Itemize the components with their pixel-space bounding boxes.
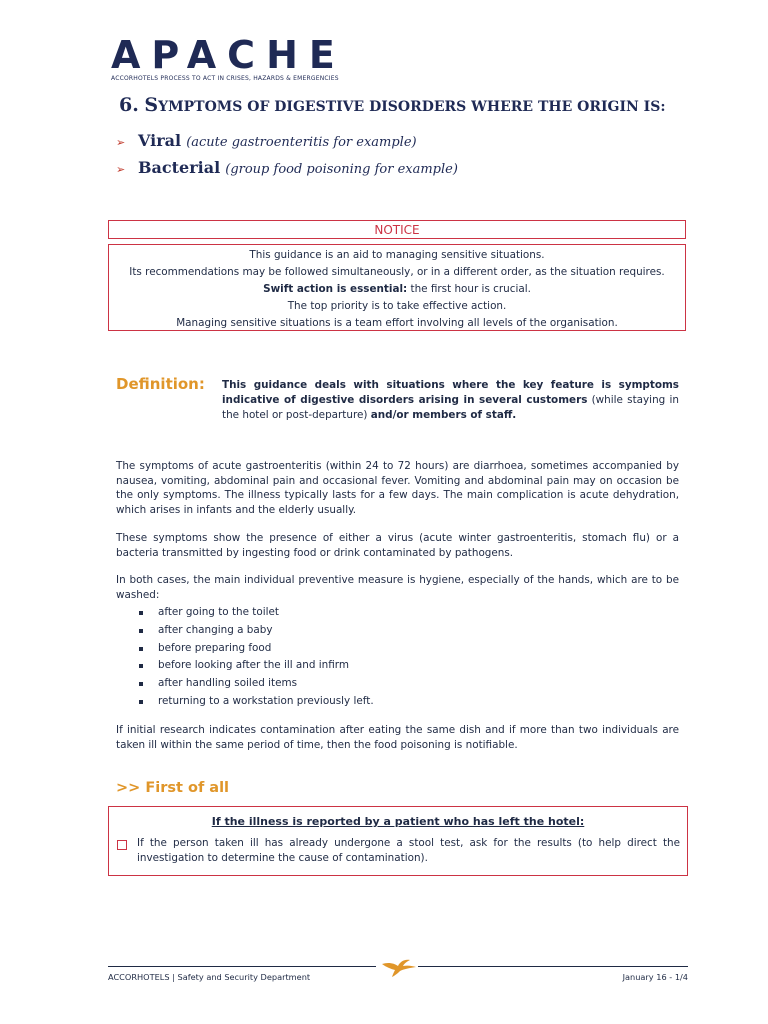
list-item-text: after changing a baby [158, 623, 273, 636]
notice-title: NOTICE [108, 220, 686, 239]
footer-page-info: January 16 - 1/4 [622, 972, 688, 982]
definition-text [222, 378, 679, 423]
definition-bold-end: and/or members of staff. [370, 409, 517, 421]
list-item [139, 640, 374, 658]
paragraph-causes: These symptoms show the presence of either a virus (acute winter gastroenteritis, stomach flu) or a bacteria transmitted by ingesting food or drink contaminated by pathogens. [116, 532, 679, 559]
paragraph-prevention: In both cases, the main individual preventive measure is hygiene, especially of the hands, which are to be washed: [116, 574, 679, 601]
box-title: If the illness is reported by a patient who has left the hotel: [211, 815, 585, 828]
apache-logo [111, 33, 346, 82]
list-item-text: before looking after the ill and infirm [158, 659, 350, 672]
first-of-all-heading: >> First of all [116, 780, 230, 796]
logo-tagline: ACCORHOTELS PROCESS TO ACT IN CRISES, HAZARDS & EMERGENCIES [111, 75, 339, 82]
notice-line: The top priority is to take effective action. [287, 300, 507, 312]
notice-line [109, 281, 685, 298]
square-bullet-icon [139, 611, 143, 615]
checkbox[interactable] [117, 840, 127, 850]
list-item [139, 622, 374, 640]
list-item-text: after going to the toilet [158, 606, 279, 618]
footer-divider-left [108, 966, 376, 967]
list-item-text: after handling soiled items [158, 677, 297, 690]
list-item [139, 604, 374, 622]
heading-number: 6. [119, 94, 139, 116]
notice-emphasis: Swift action is essential: [263, 283, 408, 295]
origin-item-bacterial [116, 158, 458, 177]
definition-bold-part: This guidance deals with situations where the key feature is symptoms indicative of digestive disorders arising in several customers [222, 379, 679, 406]
square-bullet-icon [139, 647, 143, 651]
list-item-text: before preparing food [158, 641, 272, 654]
heading-first-letter: S [144, 94, 159, 116]
list-item-text: returning to a workstation previously left. [158, 694, 374, 707]
origin-item-viral [116, 131, 417, 150]
definition-label: Definition: [116, 375, 205, 393]
footer-divider-right [418, 966, 688, 967]
paragraph-symptoms: The symptoms of acute gastroenteritis (within 24 to 72 hours) are diarrhoea, sometimes accompanied by nausea, vomiting, abdominal pain and occasional fever. Vomiting and abdominal pain may on occasion be the only symptoms. The illness typically lasts for a few days. The main complication is acute dehydration, which arises in infants and the elderly usually. [116, 460, 679, 516]
notice-line-rest: the first hour is crucial. [407, 283, 531, 295]
list-item [139, 675, 374, 693]
section-heading [119, 94, 666, 116]
square-bullet-icon [139, 629, 143, 633]
notice-line: This guidance is an aid to managing sensitive situations. [249, 249, 545, 261]
square-bullet-icon [139, 664, 143, 668]
notice-body [108, 244, 686, 331]
origin-word: Viral [138, 131, 182, 150]
heading-rest: YMPTOMS OF DIGESTIVE DISORDERS WHERE THE ORIGIN IS: [158, 99, 666, 115]
notice-line: Managing sensitive situations is a team effort involving all levels of the organisation. [176, 317, 618, 329]
list-item [139, 693, 374, 711]
origin-example: (acute gastroenteritis for example) [186, 135, 417, 150]
origin-word: Bacterial [138, 158, 221, 177]
list-item [139, 657, 374, 675]
accor-bird-icon [380, 954, 418, 978]
box-item-text: If the person taken ill has already undergone a stool test, ask for the results (to help direct the investigation to determine the cause of contamination). [137, 837, 680, 864]
square-bullet-icon [139, 682, 143, 686]
arrow-bullet-icon: ➢ [116, 163, 126, 176]
definition-normal-part: (while staying in the hotel or post-departure) [222, 394, 679, 421]
handwashing-list [139, 604, 374, 711]
origin-example: (group food poisoning for example) [225, 162, 458, 177]
notice-line: Its recommendations may be followed simultaneously, or in a different order, as the situation requires. [129, 266, 665, 278]
footer-left-text: ACCORHOTELS | Safety and Security Department [108, 972, 311, 982]
square-bullet-icon [139, 700, 143, 704]
arrow-bullet-icon: ➢ [116, 136, 126, 149]
logo-wordmark: APACHE [111, 33, 346, 77]
paragraph-notifiable: If initial research indicates contamination after eating the same dish and if more than two individuals are taken ill within the same period of time, then the food poisoning is notifiable. [116, 724, 679, 751]
first-of-all-box [108, 806, 688, 876]
